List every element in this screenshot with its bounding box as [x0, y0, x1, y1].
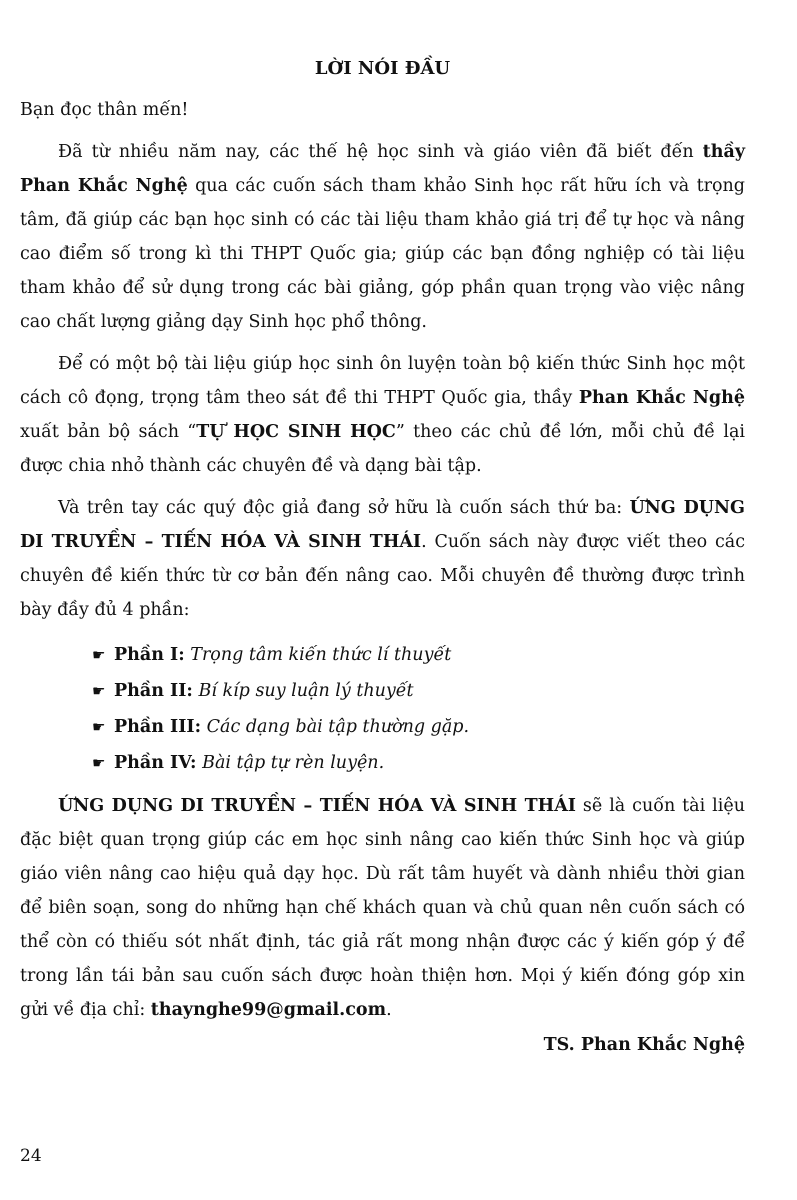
page-number: 24 [20, 1146, 42, 1166]
p4-text-1: sẽ là cuốn tài liệu đặc biệt quan trọng giúp các em học sinh nâng cao kiến thức Sinh học và giúp giáo viên nâng cao hiệu quả dạy học. Dù rất tâm huyết và dành nhiều thời gian để biên soạn, song do những hạn chế khách quan và chủ quan nên cuốn sách có thể còn có thiếu sót nhất định, tác giả rất mong nhận được các ý kiến góp ý để trong lần tái bản sau cuốn sách được hoàn thiện hơn. Mọi ý kiến đóng góp xin gửi về địa chỉ: [20, 796, 745, 1020]
hand-pointing-icon: ☛ [92, 682, 106, 700]
p3-text-2: . Cuốn sách này được viết theo các chuyên đề kiến thức từ cơ bản đến nâng cao. Mỗi chuyên đề thường được trình bày đầy đủ 4 phần: [20, 532, 745, 620]
paragraph-3 [20, 491, 745, 627]
hand-pointing-icon: ☛ [92, 718, 106, 736]
p4-book-title-bold: ỨNG DỤNG DI TRUYỀN – TIẾN HÓA VÀ SINH THÁI [58, 796, 576, 816]
page-title: LỜI NÓI ĐẦU [314, 58, 451, 79]
paragraph-4 [20, 789, 745, 1027]
list-item [92, 673, 745, 709]
paragraph-1 [20, 135, 745, 339]
part-label: Phần II: [114, 681, 193, 701]
list-item [92, 745, 745, 781]
p3-book-title-bold: ỨNG DỤNG DI TRUYỀN – TIẾN HÓA VÀ SINH THÁI [20, 498, 745, 552]
p2-text-3: ” theo các chủ đề lớn, mỗi chủ đề lại được chia nhỏ thành các chuyên đề và dạng bài tập. [20, 422, 745, 476]
salutation: Bạn đọc thân mến! [20, 100, 189, 120]
parts-list [20, 637, 745, 781]
p2-text-1: Để có một bộ tài liệu giúp học sinh ôn luyện toàn bộ kiến thức Sinh học một cách cô đọng, trọng tâm theo sát đề thi THPT Quốc gia, thầy [20, 354, 745, 408]
p1-author-bold: thầy Phan Khắc Nghệ [20, 142, 745, 196]
p3-text-1: Và trên tay các quý độc giả đang sở hữu là cuốn sách thứ ba: [58, 498, 630, 518]
p4-text-2: . [386, 1000, 392, 1020]
part-label: Phần III: [114, 717, 202, 737]
part-description: Bí kíp suy luận lý thuyết [198, 681, 414, 701]
list-item [92, 637, 745, 673]
part-description: Bài tập tự rèn luyện. [202, 753, 385, 773]
part-description: Các dạng bài tập thường gặp. [206, 717, 470, 737]
p2-author-bold: Phan Khắc Nghệ [578, 388, 745, 408]
email-address: thaynghe99@gmail.com [150, 1000, 387, 1020]
hand-pointing-icon: ☛ [92, 754, 106, 772]
list-item [92, 709, 745, 745]
p2-text-2: xuất bản bộ sách “ [20, 422, 197, 442]
paragraph-2 [20, 347, 745, 483]
hand-pointing-icon: ☛ [92, 646, 106, 664]
part-description: Trọng tâm kiến thức lí thuyết [190, 645, 452, 665]
p1-text-1: Đã từ nhiều năm nay, các thế hệ học sinh và giáo viên đã biết đến [58, 142, 703, 162]
part-label: Phần I: [114, 645, 185, 665]
author-signature: TS. Phan Khắc Nghệ [543, 1035, 745, 1055]
part-label: Phần IV: [114, 753, 197, 773]
p1-text-2: qua các cuốn sách tham khảo Sinh học rất hữu ích và trọng tâm, đã giúp các bạn học sinh có các tài liệu tham khảo giá trị để tự học và nâng cao điểm số trong kì thi THPT Quốc gia; giúp các bạn đồng nghiệp có tài liệu tham khảo để sử dụng trong các bài giảng, góp phần quan trọng vào việc nâng cao chất lượng giảng dạy Sinh học phổ thông. [20, 176, 745, 332]
p2-series-bold: TỰ HỌC SINH HỌC [196, 422, 396, 442]
